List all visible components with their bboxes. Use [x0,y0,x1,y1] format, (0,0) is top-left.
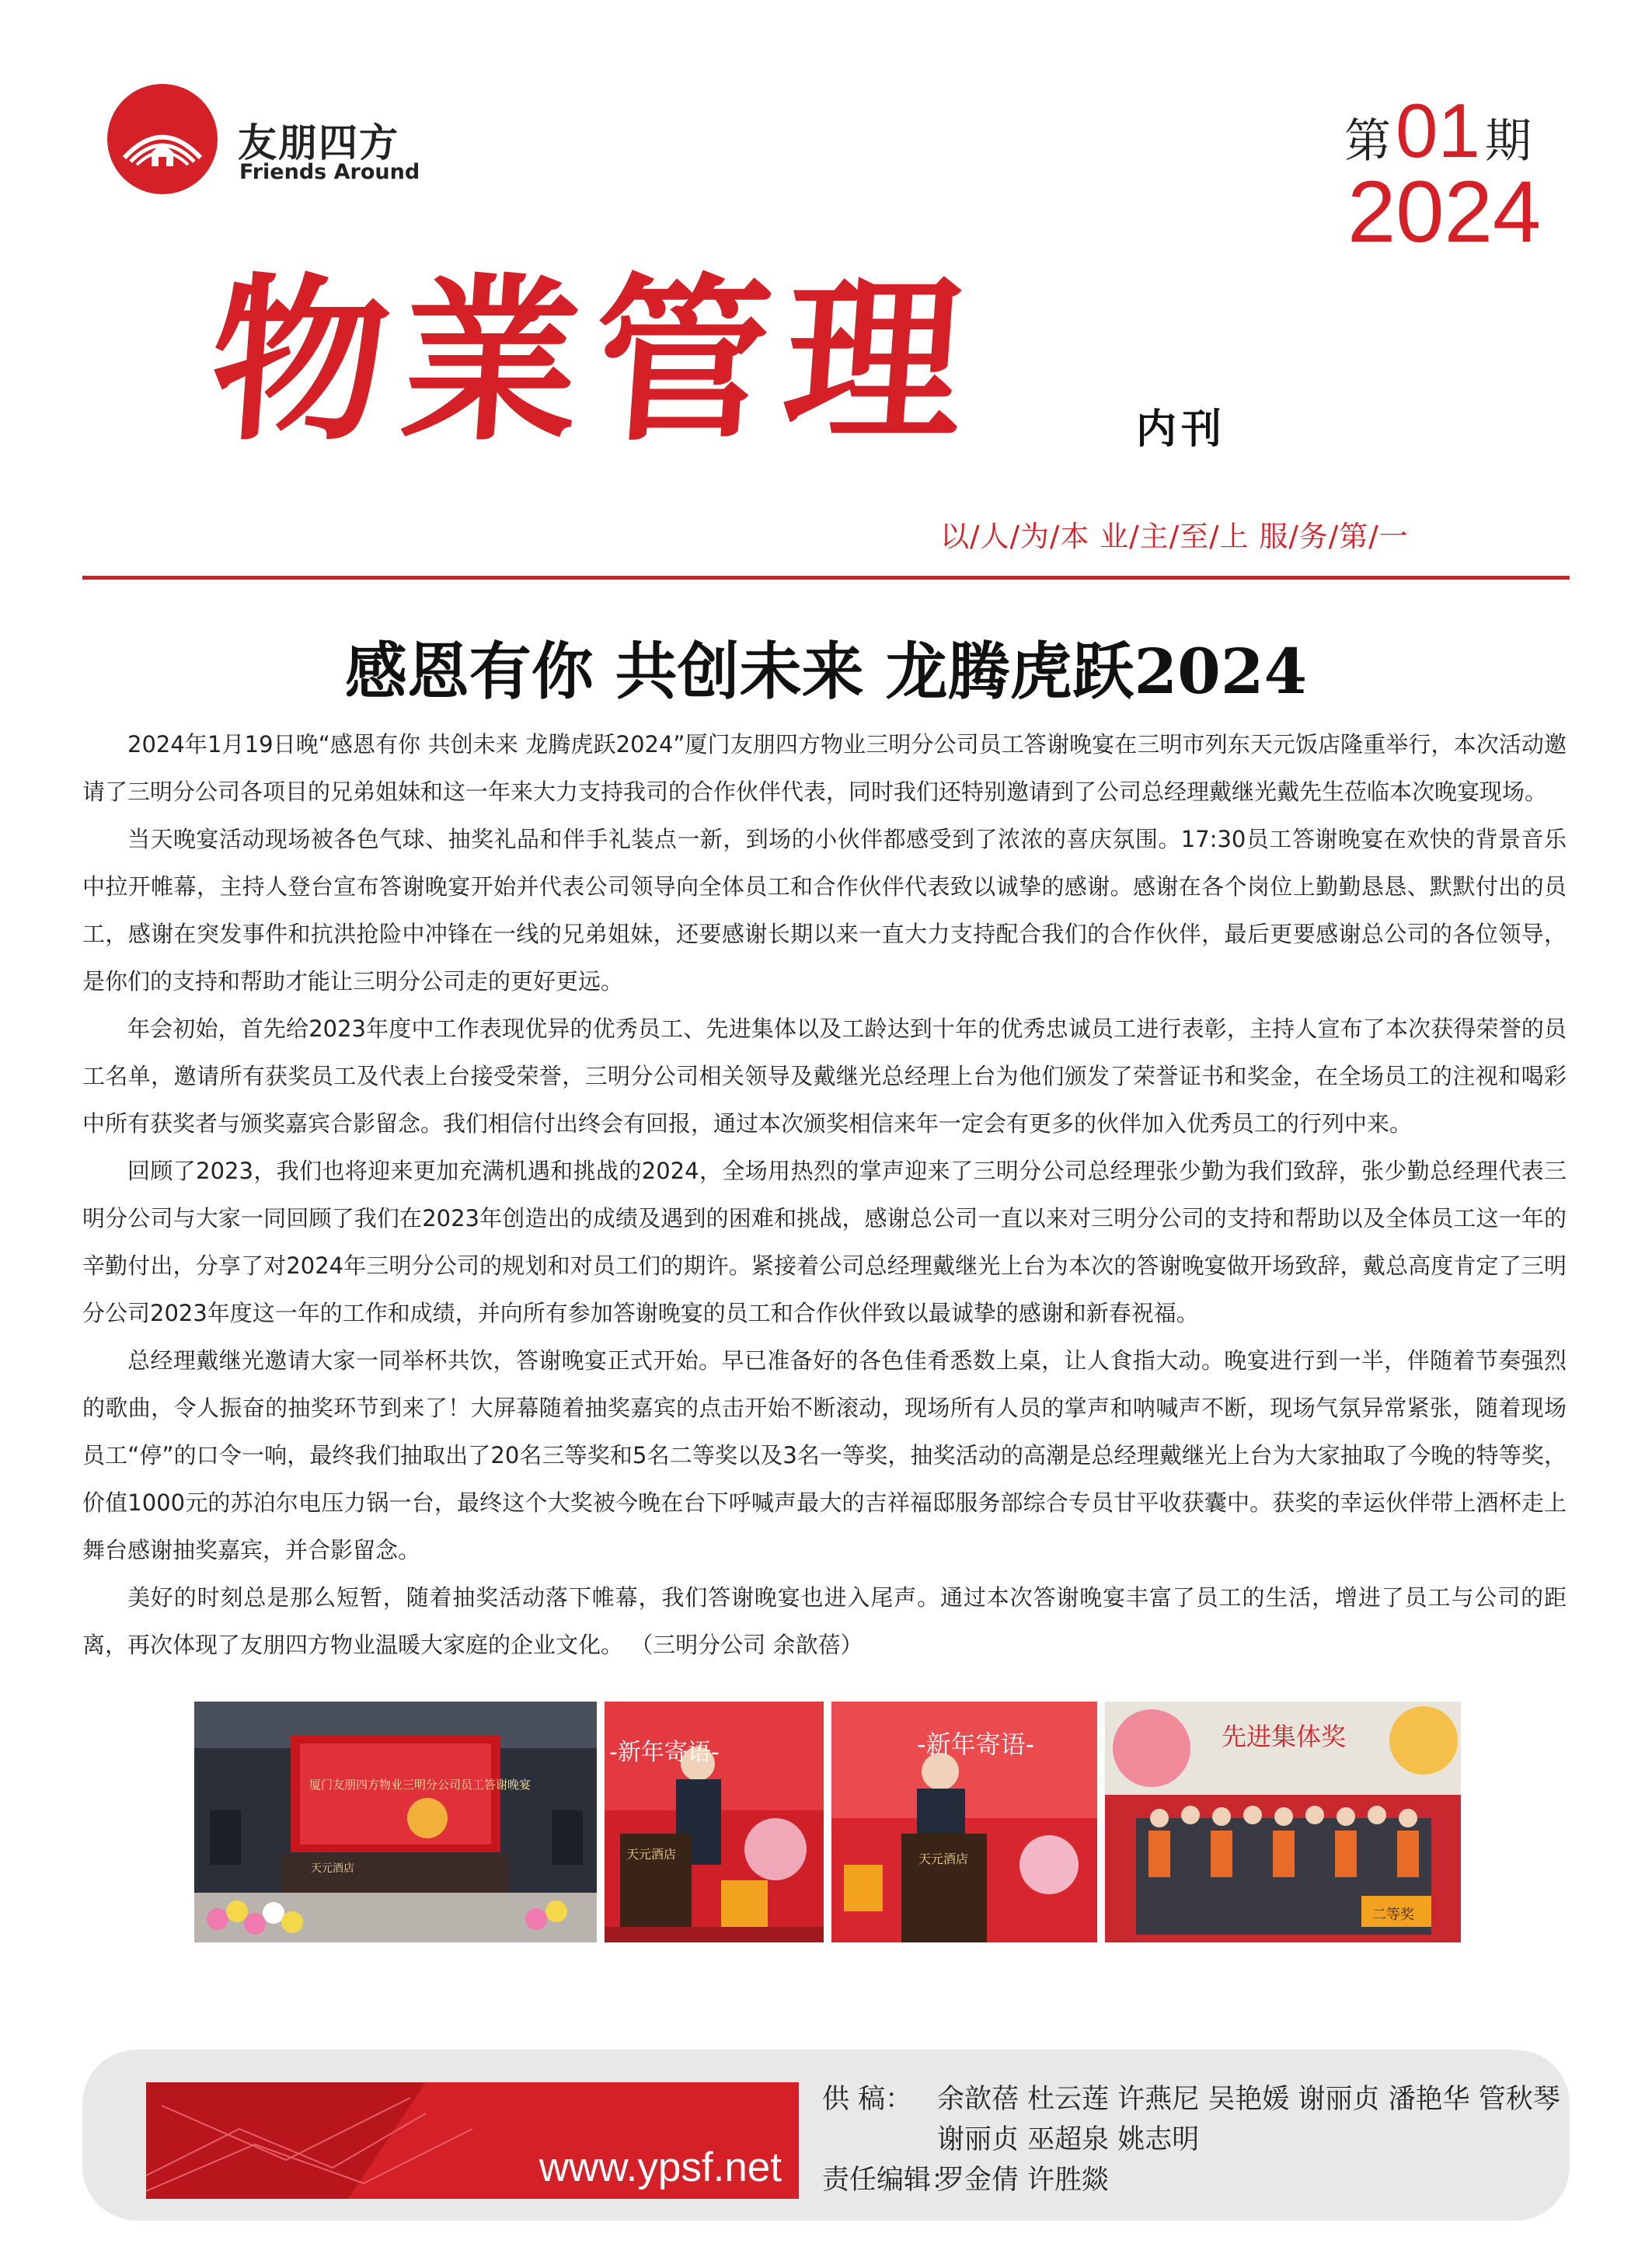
contributors-names: 余歆蓓 杜云莲 许燕尼 吴艳媛 谢丽贞 潘艳华 管秋琴 [937,2084,1560,2115]
editors-names: 罗金倩 许胜燚 [937,2165,1110,2196]
photo-sign-text: 天元酒店 [311,1862,354,1875]
editors-label: 责任编辑： [822,2165,959,2196]
issue-year: 2024 [1347,163,1542,260]
article-body [82,721,1567,1669]
photo-screen-text: 先进集体奖 [1222,1722,1347,1751]
footer-panel [82,2050,1570,2221]
website-url: www.ypsf.net [538,2144,782,2190]
article-paragraph: 年会初始，首先给2023年度中工作表现优异的优秀员工、先进集体以及工龄达到十年的优秀忠诚员工进行表彰，主持人宣布了本次获得荣誉的员工名单，邀请所有获奖员工及代表上台接受荣誉，三明分公司相关领导及戴继光总经理上台为他们颁发了荣誉证书和奖金，在全场员工的注视和喝彩中所有获奖者与颁奖嘉宾合影留念。我们相信付出终会有回报，通过本次颁奖相信来年一定会有更多的伙伴加入优秀员工的行列中来。 [82,1016,1567,1137]
group-award-photo [1105,1702,1461,1942]
photo-sign-text: 天元酒店 [918,1852,969,1866]
issue-prefix: 第 [1344,115,1391,167]
speaker-podium-photo [831,1702,1097,1942]
slogan: 以/人/为/本 业/主/至/上 服/务/第/一 [940,520,1409,553]
contributors-line [822,2078,1560,2116]
website-banner [146,2082,799,2199]
issue-suffix: 期 [1485,115,1532,167]
publication-subtitle: 内刊 [1136,406,1227,453]
photo-screen-text: -新年寄语- [917,1730,1035,1759]
contributors-names-continued: 谢丽贞 巫超泉 姚志明 [937,2124,1200,2155]
speaker-podium-photo [605,1702,824,1942]
banquet-stage-photo [194,1702,597,1942]
issue-number: 01 [1396,88,1481,173]
article-paragraph: 美好的时刻总是那么短暂，随着抽奖活动落下帷幕，我们答谢晚宴也进入尾声。通过本次答谢晚宴丰富了员工的生活，增进了员工与公司的距离，再次体现了友朋四方物业温暖大家庭的企业文化。 （三明分公司 余歆蓓） [82,1584,1567,1658]
photo-sign-text: 二等奖 [1372,1907,1414,1923]
company-logo [107,84,418,200]
photo-sign-text: 天元酒店 [626,1847,677,1862]
article-headline: 感恩有你 共创未来 龙腾虎跃2024 [344,635,1308,708]
article-paragraph: 总经理戴继光邀请大家一同举杯共饮，答谢晚宴正式开始。早已准备好的各色佳肴悉数上桌，让人食指大动。晚宴进行到一半，伴随着节奏强烈的歌曲，令人振奋的抽奖环节到来了！大屏幕随着抽奖嘉宾的点击开始不断滚动，现场所有人员的掌声和呐喊声不断，现场气氛异常紧张，随着现场员工“停”的口令一响，最终我们抽取出了20名三等奖和5名二等奖以及3名一等奖，抽奖活动的高潮是总经理戴继光上台为大家抽取了今晚的特等奖，价值1000元的苏泊尔电压力锅一台，最终这个大奖被今晚在台下呼喊声最大的吉祥福邸服务部综合专员甘平收获囊中。获奖的幸运伙伴带上酒杯走上舞台感谢抽奖嘉宾，并合影留念。 [82,1347,1567,1563]
article-paragraph: 当天晚宴活动现场被各色气球、抽奖礼品和伴手礼装点一新，到场的小伙伴都感受到了浓浓的喜庆氛围。17:30员工答谢晚宴在欢快的背景音乐中拉开帷幕，主持人登台宣布答谢晚宴开始并代表公司领导向全体员工和合作伙伴代表致以诚挚的感谢。感谢在各个岗位上勤勤恳恳、默默付出的员工，感谢在突发事件和抗洪抢险中冲锋在一线的兄弟姐妹，还要感谢长期以来一直大力支持配合我们的合作伙伴，最后更要感谢总公司的各位领导，是你们的支持和帮助才能让三明分公司走的更好更远。 [82,826,1567,995]
publication-title: 物業管理 [204,256,984,465]
editors-line [822,2158,1109,2197]
logo-english-name: Friends Around [239,160,420,184]
photo-strip [194,1702,1461,1942]
contributors-label: 供 稿： [822,2084,913,2115]
article-paragraph: 回顾了2023，我们也将迎来更加充满机遇和挑战的2024，全场用热烈的掌声迎来了三明分公司总经理张少勤为我们致辞，张少勤总经理代表三明分公司与大家一同回顾了我们在2023年创造出的成绩及遇到的困难和挑战，感谢总公司一直以来对三明分公司的支持和帮助以及全体员工这一年的辛勤付出，分享了对2024年三明分公司的规划和对员工们的期许。紧接着公司总经理戴继光上台为本次的答谢晚宴做开场致辞，戴总高度肯定了三明分公司2023年度这一年的工作和成绩，并向所有参加答谢晚宴的员工和合作伙伴致以最诚挚的感谢和新春祝福。 [82,1158,1567,1326]
issue-info [1344,87,1570,260]
article-paragraph: 2024年1月19日晚“感恩有你 共创未来 龙腾虎跃2024”厦门友朋四方物业三明分公司员工答谢晚宴在三明市列东天元饭店隆重举行，本次活动邀请了三明分公司各项目的兄弟姐妹和这一年来大力支持我司的合作伙伴代表，同时我们还特别邀请到了公司总经理戴继光戴先生莅临本次晚宴现场。 [82,731,1567,805]
photo-screen-text: -新年寄语- [609,1739,720,1766]
logo-book-icon [107,84,218,194]
photo-screen-text: 厦门友朋四方物业三明分公司员工答谢晚宴 [309,1778,531,1792]
logo-name: 友朋四方 [238,120,399,165]
header-divider [82,576,1570,580]
